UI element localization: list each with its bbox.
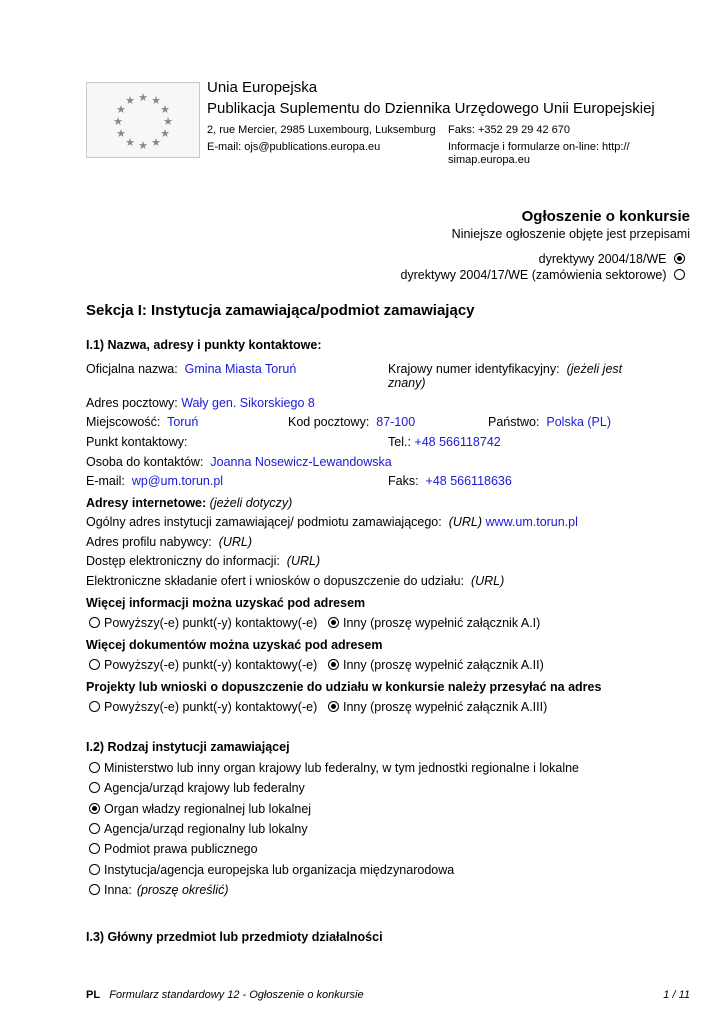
svg-text:★: ★: [151, 136, 161, 149]
projects-above-radio[interactable]: [89, 701, 100, 712]
footer-left: [86, 989, 364, 1001]
svg-text:★: ★: [163, 115, 173, 128]
more-info-above-radio[interactable]: [89, 617, 100, 628]
projects-other-radio[interactable]: [328, 701, 339, 712]
projects-heading: Projekty lub wnioski o dopuszczenie do udziału w konkursie należy przesyłać na adres: [86, 680, 602, 694]
internet-note: (jeżeli dotyczy): [209, 496, 293, 510]
directive1-radio[interactable]: [674, 253, 685, 264]
country-label: Państwo:: [488, 415, 540, 429]
official-name-label: Oficjalna nazwa:: [86, 362, 178, 376]
tel-label: Tel.:: [388, 435, 411, 449]
directive2-label: dyrektywy 2004/17/WE (zamówienia sektorowe): [400, 268, 667, 282]
e-access-row: [86, 554, 320, 568]
projects-above-label: Powyższy(-e) punkt(-y) kontaktowy(-e): [104, 700, 318, 714]
svg-text:★: ★: [160, 127, 170, 140]
more-info-opt-above[interactable]: [89, 616, 317, 630]
i2-option-radio[interactable]: [89, 884, 100, 895]
buyer-profile-row: [86, 535, 252, 549]
more-docs-other-radio[interactable]: [328, 659, 339, 670]
postcode-row: [288, 415, 415, 429]
internet-label: Adresy internetowe:: [86, 496, 207, 510]
i2-option-radio[interactable]: [89, 864, 100, 875]
i2-option-radio[interactable]: [89, 782, 100, 793]
country-value: Polska (PL): [546, 415, 611, 429]
postal-row: [86, 396, 315, 410]
i2-option-label: Agencja/urząd krajowy lub federalny: [104, 781, 305, 796]
header-org: Unia Europejska: [207, 79, 318, 96]
i2-option[interactable]: [89, 822, 308, 836]
footer-form: Formularz standardowy 12 - Ogłoszenie o konkursie: [109, 989, 364, 1001]
i2-option-radio[interactable]: [89, 823, 100, 834]
contact-person-row: [86, 455, 392, 469]
official-name-value: Gmina Miasta Toruń: [184, 362, 297, 376]
fax-value: +48 566118636: [425, 474, 512, 488]
i2-option-label: Instytucja/agencja europejska lub organizacja międzynarodowa: [104, 862, 455, 877]
email-value[interactable]: wp@um.torun.pl: [131, 474, 224, 488]
contact-point-label: Punkt kontaktowy:: [86, 435, 188, 449]
postal-label: Adres pocztowy:: [86, 396, 178, 410]
i2-option[interactable]: [89, 842, 258, 856]
national-id-note1: (jeżeli jest: [566, 362, 623, 376]
i3-heading: I.3) Główny przedmiot lub przedmioty działalności: [86, 930, 383, 944]
town-row: [86, 415, 198, 429]
footer-lang: PL: [86, 989, 101, 1001]
more-info-heading: Więcej informacji można uzyskać pod adresem: [86, 596, 366, 610]
national-id-label: Krajowy numer identyfikacyjny:: [388, 362, 560, 376]
i2-option-label: Podmiot prawa publicznego: [104, 842, 258, 857]
i2-option-label: Agencja/urząd regionalny lub lokalny: [104, 821, 308, 836]
i2-option[interactable]: [89, 863, 454, 877]
postal-value: Wały gen. Sikorskiego 8: [181, 396, 315, 410]
projects-other-label: Inny (proszę wypełnić załącznik A.III): [343, 700, 548, 714]
e-access-label: Dostęp elektroniczny do informacji:: [86, 554, 280, 568]
email-row: [86, 474, 223, 488]
section1-title: Sekcja I: Instytucja zamawiająca/podmiot zamawiający: [86, 302, 475, 319]
header-address: 2, rue Mercier, 2985 Luxembourg, Luksemburg: [207, 124, 436, 136]
i2-option[interactable]: [89, 883, 229, 897]
buyer-profile-note: (URL): [218, 535, 253, 549]
general-address-row: [86, 515, 578, 529]
header-info-line2: simap.europa.eu: [448, 154, 530, 166]
contact-person-value: Joanna Nosewicz-Lewandowska: [210, 455, 392, 469]
header-email: E-mail: ojs@publications.europa.eu: [207, 141, 381, 153]
i2-option[interactable]: [89, 802, 311, 816]
svg-text:★: ★: [138, 139, 148, 152]
more-docs-opt-above[interactable]: [89, 658, 317, 672]
projects-opt-above[interactable]: [89, 700, 317, 714]
i2-option-radio[interactable]: [89, 762, 100, 773]
footer-page: 1 / 11: [663, 989, 690, 1001]
e-submission-note: (URL): [470, 574, 505, 588]
i2-option-label: Ministerstwo lub inny organ krajowy lub federalny, w tym jednostki regionalne i lokalne: [104, 761, 579, 775]
national-id-row: [388, 362, 622, 376]
internet-row: [86, 496, 292, 510]
directive1-label: dyrektywy 2004/18/WE: [538, 252, 667, 266]
email-label: E-mail:: [86, 474, 125, 488]
e-submission-label: Elektroniczne składanie ofert i wniosków o dopuszczenie do udziału:: [86, 574, 464, 588]
notice-subtitle: Niniejsze ogłoszenie objęte jest przepisami: [451, 227, 690, 241]
svg-text:★: ★: [138, 91, 148, 104]
i2-heading: I.2) Rodzaj instytucji zamawiającej: [86, 740, 290, 754]
directive2-radio[interactable]: [674, 269, 685, 280]
directive2-row[interactable]: [400, 268, 685, 282]
projects-opt-other[interactable]: [328, 700, 547, 714]
town-value: Toruń: [167, 415, 199, 429]
header-publication: Publikacja Suplementu do Dziennika Urzędowego Unii Europejskiej: [207, 100, 655, 117]
e-access-note: (URL): [286, 554, 321, 568]
more-docs-other-label: Inny (proszę wypełnić załącznik A.II): [343, 658, 544, 672]
i2-option[interactable]: [89, 761, 579, 775]
general-url-note: (URL): [448, 515, 483, 529]
more-info-opt-other[interactable]: [328, 616, 540, 630]
more-info-above-label: Powyższy(-e) punkt(-y) kontaktowy(-e): [104, 616, 318, 630]
eu-flag-logo: [86, 82, 200, 158]
tel-row: [388, 435, 501, 449]
svg-text:★: ★: [125, 94, 135, 107]
general-url-link[interactable]: www.um.torun.pl: [485, 515, 578, 529]
i2-option-radio[interactable]: [89, 843, 100, 854]
town-label: Miejscowość:: [86, 415, 161, 429]
i2-other-note: (proszę określić): [136, 882, 229, 897]
header-fax: Faks: +352 29 29 42 670: [448, 124, 571, 136]
svg-text:★: ★: [116, 127, 126, 140]
header-info-line1: Informacje i formularze on-line: http://: [448, 141, 630, 153]
official-name-row: [86, 362, 296, 376]
country-row: [488, 415, 611, 429]
eu-stars-icon: [87, 83, 199, 157]
notice-title: Ogłoszenie o konkursie: [521, 208, 690, 225]
svg-text:★: ★: [116, 103, 126, 116]
general-address-label: Ogólny adres instytucji zamawiającej/ podmiotu zamawiającego:: [86, 515, 442, 529]
fax-label: Faks:: [388, 474, 419, 488]
i2-option-radio[interactable]: [89, 803, 100, 814]
svg-text:★: ★: [151, 94, 161, 107]
more-info-other-radio[interactable]: [328, 617, 339, 628]
more-docs-heading: Więcej dokumentów można uzyskać pod adresem: [86, 638, 383, 652]
postcode-value: 87-100: [376, 415, 416, 429]
more-docs-above-radio[interactable]: [89, 659, 100, 670]
more-docs-above-label: Powyższy(-e) punkt(-y) kontaktowy(-e): [104, 658, 318, 672]
tel-value: +48 566118742: [414, 435, 501, 449]
i2-option-label: Organ władzy regionalnej lub lokalnej: [104, 801, 312, 816]
svg-text:★: ★: [160, 103, 170, 116]
more-info-other-label: Inny (proszę wypełnić załącznik A.I): [343, 616, 541, 630]
buyer-profile-label: Adres profilu nabywcy:: [86, 535, 212, 549]
postcode-label: Kod pocztowy:: [288, 415, 370, 429]
directive1-row[interactable]: [539, 252, 685, 266]
national-id-note2: znany): [388, 376, 426, 390]
contact-person-label: Osoba do kontaktów:: [86, 455, 204, 469]
more-docs-opt-other[interactable]: [328, 658, 544, 672]
e-submission-row: [86, 574, 504, 588]
svg-text:★: ★: [125, 136, 135, 149]
fax-row: [388, 474, 512, 488]
i2-option-label: Inna:: [104, 882, 132, 897]
i2-option[interactable]: [89, 781, 305, 795]
svg-text:★: ★: [113, 115, 123, 128]
i1-heading: I.1) Nazwa, adresy i punkty kontaktowe:: [86, 338, 322, 352]
